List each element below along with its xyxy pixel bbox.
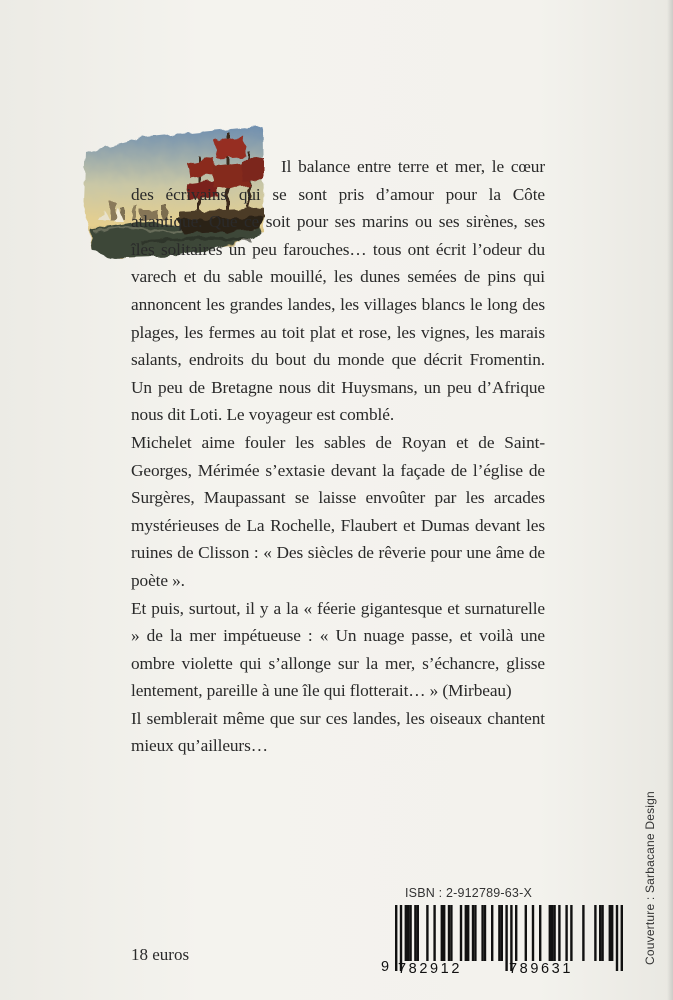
- barcode-bar: [472, 905, 474, 961]
- barcode: [381, 905, 635, 977]
- barcode-bar: [582, 905, 584, 961]
- barcode-bar: [549, 905, 551, 961]
- barcode-bar: [467, 905, 469, 961]
- blurb-paragraph: Et puis, surtout, il y a la « féerie gigantesque et surnaturelle » de la mer impétueuse : « Un nuage passe, et voilà une ombre violette qui s’allonge sur la mer, s’échancre, glisse lentement, pareille à une île qui flotterait… » (Mirbeau): [131, 598, 545, 701]
- barcode-bar: [515, 905, 517, 961]
- barcode-bar: [599, 905, 601, 961]
- barcode-digits: [381, 959, 635, 979]
- barcode-bar: [450, 905, 452, 961]
- barcode-bar: [409, 905, 411, 961]
- blurb-paragraph: Michelet aime fouler les sables de Royan et de Saint-Georges, Mérimée s’extasie devant la façade de l’église de Surgères, Maupassant se laisse envoûter par les arcades mystérieuses de La Rochelle, Flaubert et Dumas devant les ruines de Clisson : « Des siècles de rêverie pour une âme de poète ».: [131, 432, 545, 590]
- barcode-bar: [448, 905, 450, 961]
- barcode-bar: [553, 905, 555, 961]
- barcode-bar: [558, 905, 560, 961]
- barcode-first-digit: 9: [381, 959, 390, 975]
- isbn-label: ISBN : 2-912789-63-X: [405, 886, 532, 900]
- barcode-bar: [601, 905, 603, 961]
- barcode-bar: [426, 905, 428, 961]
- barcode-bar: [407, 905, 409, 961]
- barcode-bar: [551, 905, 553, 961]
- barcode-bar: [465, 905, 467, 961]
- barcode-bar: [532, 905, 534, 961]
- barcode-bar: [433, 905, 435, 961]
- barcode-bar: [417, 905, 419, 961]
- blurb-text: [131, 153, 545, 760]
- price-label: 18 euros: [131, 945, 190, 964]
- barcode-bar: [460, 905, 462, 961]
- barcode-bar: [565, 905, 567, 961]
- barcode-bar: [405, 905, 407, 961]
- barcode-bar: [498, 905, 500, 961]
- barcode-bar: [611, 905, 613, 961]
- barcode-bar: [491, 905, 493, 961]
- barcode-right-group: 789631: [509, 961, 573, 977]
- barcode-bar: [539, 905, 541, 961]
- cover-credit: Couverture : Sarbacane Design: [643, 791, 657, 965]
- barcode-bar: [481, 905, 483, 961]
- barcode-left-group: 782912: [398, 961, 462, 977]
- barcode-bar: [594, 905, 596, 961]
- blurb-paragraph: Il semblerait même que sur ces landes, les oiseaux chantent mieux qu’ailleurs…: [131, 708, 545, 756]
- barcode-bar: [441, 905, 443, 961]
- barcode-bar: [525, 905, 527, 961]
- barcode-bar: [443, 905, 445, 961]
- barcode-bar: [484, 905, 486, 961]
- barcode-bar: [501, 905, 503, 961]
- barcode-bar: [414, 905, 416, 961]
- barcode-bar: [609, 905, 611, 961]
- barcode-bar: [570, 905, 572, 961]
- blurb-paragraph: Il balance entre terre et mer, le cœur des écrivains qui se sont pris d’amour pour la Côte atlantique. Que ce soit pour ses marins ou ses sirènes, ses îles solitaires un peu farouches… tous ont écrit l’odeur du varech et du sable mouillé, les dunes semées de pins qui annoncent les grandes landes, les villages blancs le long des plages, les fermes au toit plat et rose, les vignes, les marais salants, endroits du bout du monde que décrit Fromentin. Un peu de Bretagne nous dit Huysmans, un peu d’Afrique nous dit Loti. Le voyageur est comblé.: [131, 157, 545, 425]
- barcode-bar: [474, 905, 476, 961]
